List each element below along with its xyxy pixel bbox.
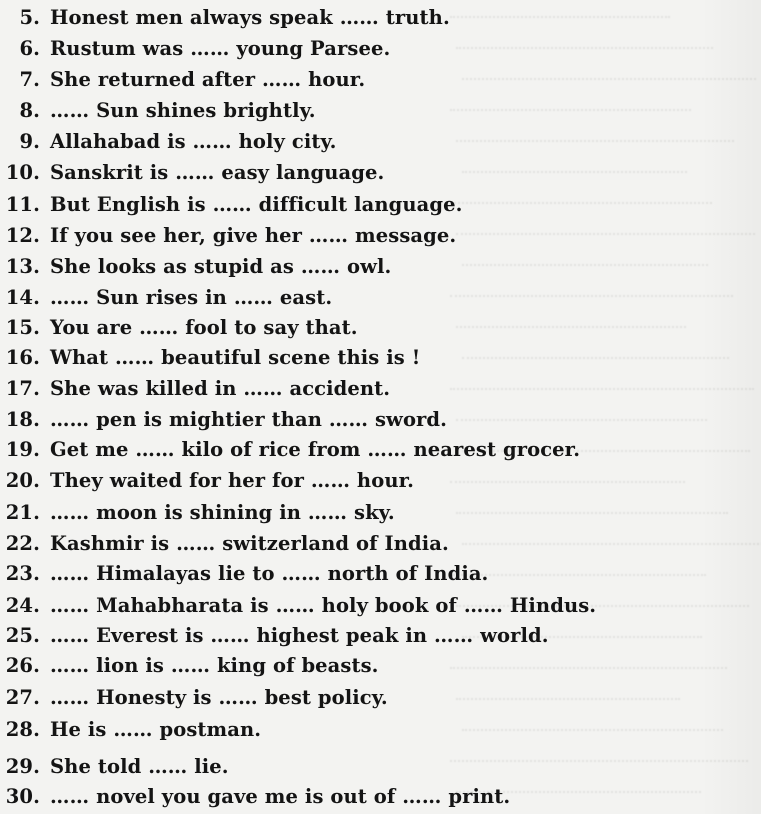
item-number: 20. xyxy=(5,469,40,492)
item-text: …… Mahabharata is …… holy book of …… Hindus. xyxy=(50,594,597,617)
exercise-item xyxy=(0,99,316,123)
item-number: 19. xyxy=(5,438,40,461)
exercise-item xyxy=(0,377,390,401)
bleed-through-line xyxy=(462,719,723,731)
exercise-item xyxy=(0,255,391,279)
exercise-item xyxy=(0,718,261,742)
item-number: 28. xyxy=(5,718,40,741)
exercise-item xyxy=(0,6,450,30)
bleed-through-line xyxy=(450,471,685,483)
bleed-through-line xyxy=(450,285,733,297)
bleed-through-line xyxy=(450,192,712,204)
exercise-item xyxy=(0,654,379,678)
item-number: 17. xyxy=(5,377,40,400)
bleed-through-line xyxy=(462,347,729,359)
item-text: …… Everest is …… highest peak in …… world. xyxy=(50,624,549,647)
exercise-item xyxy=(0,346,420,370)
item-number: 7. xyxy=(19,68,40,91)
item-text: …… novel you gave me is out of …… print. xyxy=(50,785,511,808)
item-text: Allahabad is …… holy city. xyxy=(50,130,337,153)
item-text: She returned after …… hour. xyxy=(50,68,366,91)
bleed-through-line xyxy=(456,409,707,421)
bleed-through-line xyxy=(450,657,727,669)
item-number: 25. xyxy=(5,624,40,647)
exercise-item xyxy=(0,785,510,809)
item-number: 27. xyxy=(5,686,40,709)
item-number: 12. xyxy=(5,224,40,247)
exercise-item xyxy=(0,624,549,648)
bleed-through-line xyxy=(456,502,728,514)
item-number: 10. xyxy=(5,161,40,184)
item-text: …… pen is mightier than …… sword. xyxy=(50,408,448,431)
item-text: …… moon is shining in …… sky. xyxy=(50,501,395,524)
bleed-through-line xyxy=(450,750,748,762)
bleed-through-line xyxy=(456,130,734,142)
item-text: …… lion is …… king of beasts. xyxy=(50,654,379,677)
exercise-item xyxy=(0,286,332,310)
item-number: 11. xyxy=(5,193,40,216)
item-text: They waited for her for …… hour. xyxy=(50,469,415,492)
item-text: Get me …… kilo of rice from …… nearest grocer. xyxy=(50,438,581,461)
item-text: …… Honesty is …… best policy. xyxy=(50,686,388,709)
item-number: 23. xyxy=(5,562,40,585)
item-number: 9. xyxy=(19,130,40,153)
item-text: She was killed in …… accident. xyxy=(50,377,391,400)
item-number: 15. xyxy=(5,316,40,339)
bleed-through-text xyxy=(430,0,761,814)
bleed-through-line xyxy=(456,223,755,235)
exercise-item xyxy=(0,501,395,525)
item-number: 24. xyxy=(5,594,40,617)
exercise-item xyxy=(0,562,488,586)
bleed-through-line xyxy=(456,37,713,49)
bleed-through-line xyxy=(462,68,756,80)
item-text: What …… beautiful scene this is ! xyxy=(50,346,421,369)
exercise-item xyxy=(0,594,596,618)
bleed-through-line xyxy=(450,6,670,18)
exercise-item xyxy=(0,438,580,462)
item-number: 18. xyxy=(5,408,40,431)
item-text: If you see her, give her …… message. xyxy=(50,224,457,247)
item-text: Sanskrit is …… easy language. xyxy=(50,161,385,184)
bleed-through-line xyxy=(462,161,687,173)
exercise-item xyxy=(0,316,358,340)
exercise-item xyxy=(0,68,365,92)
item-text: She told …… lie. xyxy=(50,755,229,778)
item-text: You are …… fool to say that. xyxy=(50,316,358,339)
exercise-item xyxy=(0,755,229,779)
bleed-through-line xyxy=(462,533,761,545)
bleed-through-line xyxy=(462,254,708,266)
item-text: …… Himalayas lie to …… north of India. xyxy=(50,562,489,585)
item-number: 6. xyxy=(19,37,40,60)
item-text: He is …… postman. xyxy=(50,718,262,741)
exercise-item xyxy=(0,408,447,432)
exercise-item xyxy=(0,161,384,185)
item-number: 8. xyxy=(19,99,40,122)
exercise-item xyxy=(0,224,456,248)
bleed-through-line xyxy=(456,316,686,328)
item-text: She looks as stupid as …… owl. xyxy=(50,255,392,278)
item-number: 21. xyxy=(5,501,40,524)
item-number: 16. xyxy=(5,346,40,369)
item-number: 30. xyxy=(5,785,40,808)
item-text: …… Sun shines brightly. xyxy=(50,99,316,122)
item-text: But English is …… difficult language. xyxy=(50,193,463,216)
bleed-through-line xyxy=(450,378,754,390)
item-text: …… Sun rises in …… east. xyxy=(50,286,333,309)
bleed-through-line xyxy=(450,99,691,111)
exercise-item xyxy=(0,469,414,493)
item-number: 26. xyxy=(5,654,40,677)
item-number: 13. xyxy=(5,255,40,278)
exercise-item xyxy=(0,532,449,556)
exercise-item xyxy=(0,686,388,710)
exercise-item xyxy=(0,193,463,217)
item-number: 22. xyxy=(5,532,40,555)
item-text: Rustum was …… young Parsee. xyxy=(50,37,391,60)
page-shade xyxy=(701,0,761,814)
item-text: Honest men always speak …… truth. xyxy=(50,6,450,29)
item-number: 14. xyxy=(5,286,40,309)
item-number: 5. xyxy=(19,6,40,29)
exercise-item xyxy=(0,130,337,154)
bleed-through-line xyxy=(456,688,680,700)
item-number: 29. xyxy=(5,755,40,778)
exercise-item xyxy=(0,37,390,61)
item-text: Kashmir is …… switzerland of India. xyxy=(50,532,449,555)
